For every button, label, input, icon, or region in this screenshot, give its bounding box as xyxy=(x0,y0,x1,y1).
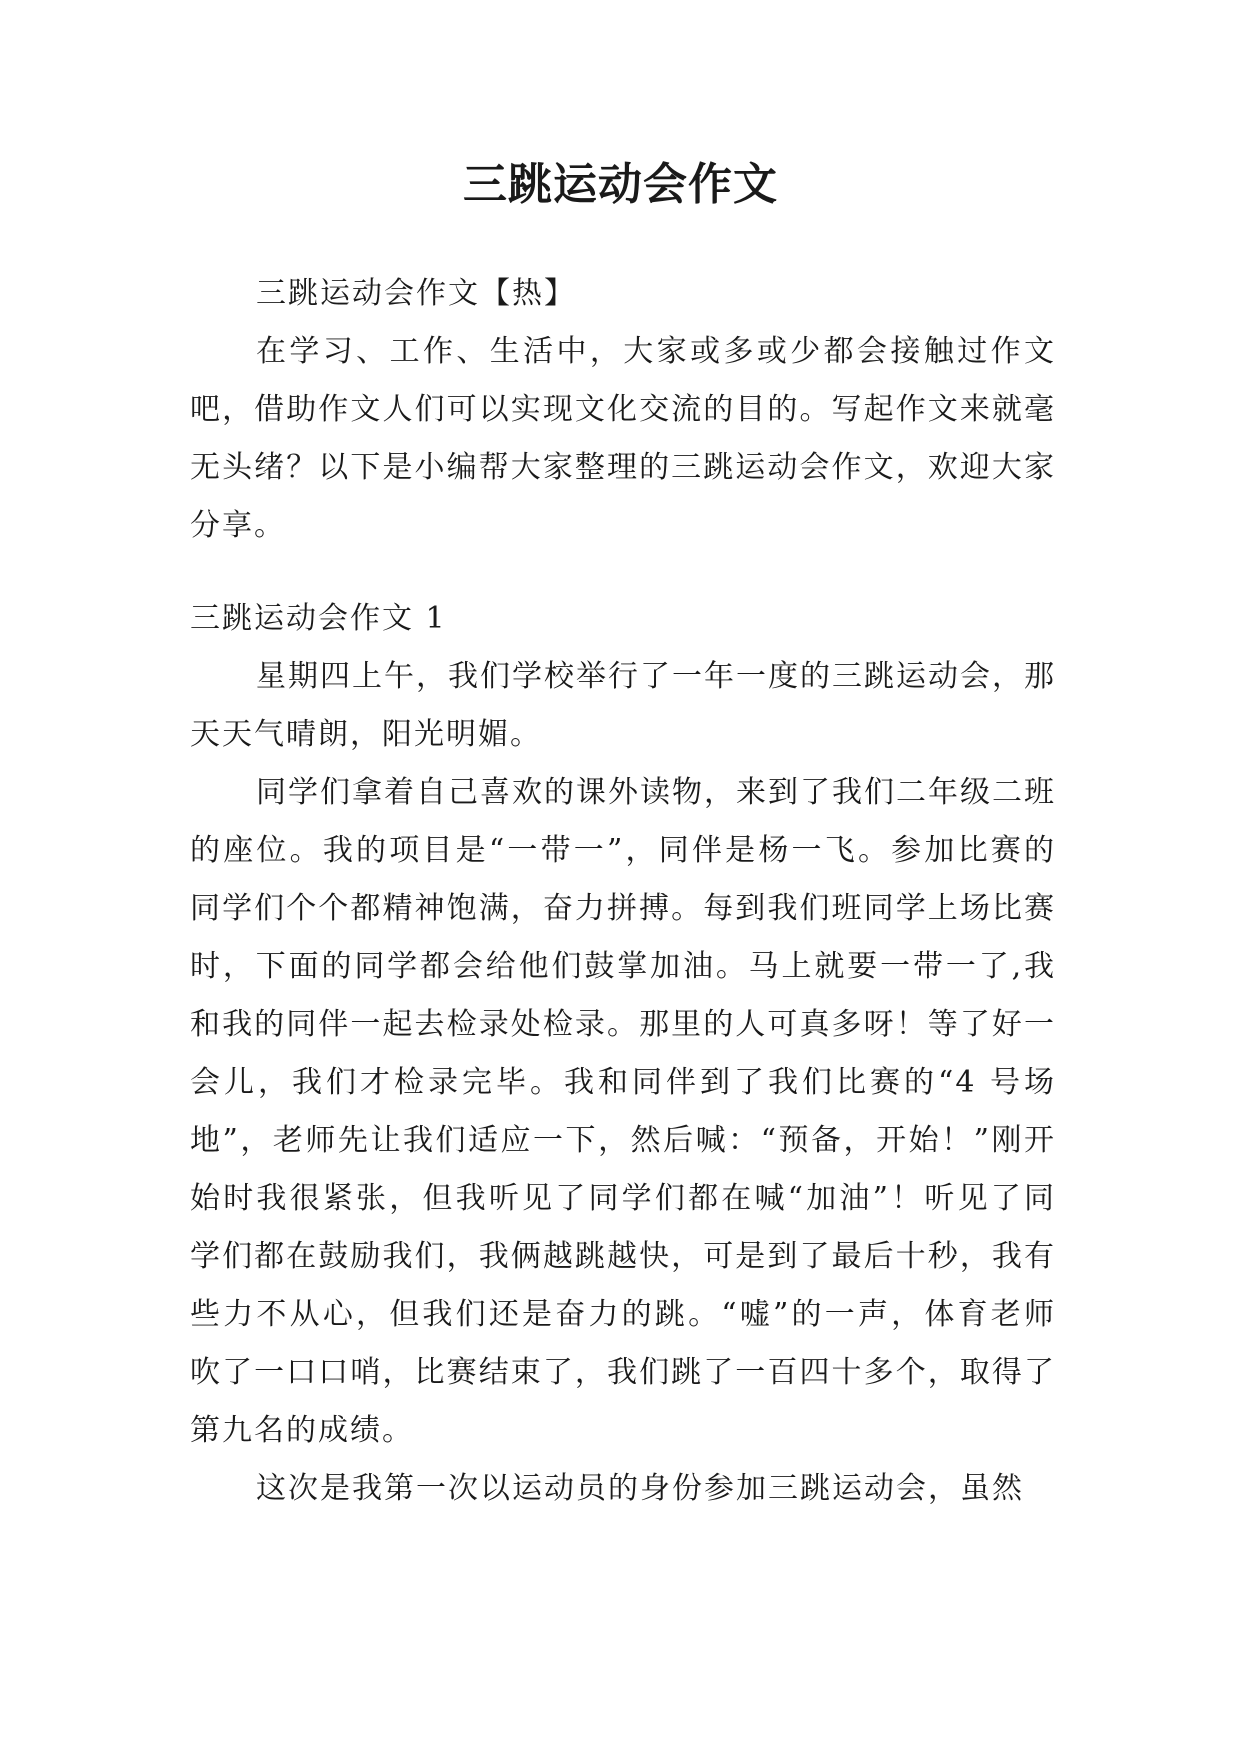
body-paragraph: 星期四上午，我们学校举行了一年一度的三跳运动会，那天天气晴朗，阳光明媚。 xyxy=(190,659,1056,752)
intro-paragraph: 在学习、工作、生活中，大家或多或少都会接触过作文吧，借助作文人们可以实现文化交流的目的。写起作文来就毫无头绪？以下是小编帮大家整理的三跳运动会作文，欢迎大家分享。 xyxy=(190,334,1056,543)
section-heading: 三跳运动会作文 1 xyxy=(190,601,447,636)
document-title: 三跳运动会作文 xyxy=(463,159,778,210)
document-subtitle: 三跳运动会作文【热】 xyxy=(256,276,576,311)
body-paragraph: 这次是我第一次以运动员的身份参加三跳运动会，虽然 xyxy=(256,1471,1024,1506)
section-spacer xyxy=(190,555,1056,590)
body-paragraph: 同学们拿着自己喜欢的课外读物，来到了我们二年级二班的座位。我的项目是“一带一”，同伴是杨一飞。参加比赛的同学们个个都精神饱满，奋力拼搏。每到我们班同学上场比赛时，下面的同学都会给他们鼓掌加油。马上就要一带一了,我和我的同伴一起去检录处检录。那里的人可真多呀！等了好一会儿，我们才检录完毕。我和同伴到了我们比赛的“4 号场地”，老师先让我们适应一下，然后喊：“预备，开始！”刚开始时我很紧张，但我听见了同学们都在喊“加油”！听见了同学们都在鼓励我们，我俩越跳越快，可是到了最后十秒，我有些力不从心，但我们还是奋力的跳。“嘘”的一声，体育老师吹了一口口哨，比赛结束了，我们跳了一百四十多个，取得了第九名的成绩。 xyxy=(190,775,1056,1448)
document-body xyxy=(190,265,1056,1518)
